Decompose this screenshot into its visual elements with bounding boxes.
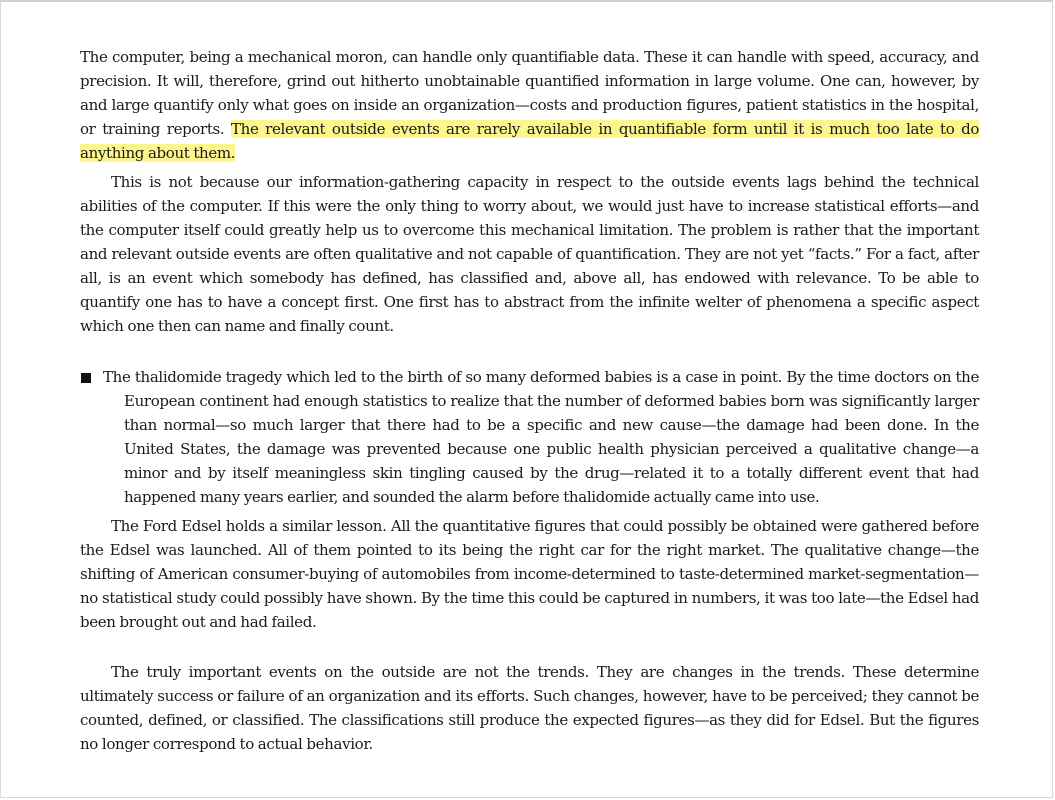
paragraph-trends: The truly important events on the outside are not the trends. They are changes in the trends. These determine ultimately success or failure of an organization and its efforts. Such changes, however, have to be perceived; they cannot be counted, defined, or classified. The classifications still produce the expected figures—as they did for Edsel. But the figures no longer correspond to actual behavior. xyxy=(80,663,979,753)
paragraph-ford-edsel: The Ford Edsel holds a similar lesson. All the quantitative figures that could possibly be obtained were gathered before the Edsel was launched. All of them pointed to its being the right car for the right market. The qualitative change—the shifting of American consumer-buying of automobiles from income-determined to taste-determined market-segmentation—no statistical study could possibly have shown. By the time this could be captured in numbers, it was too late—the Edsel had been brought out and had failed. xyxy=(80,517,979,631)
page-content xyxy=(80,45,979,756)
paragraph-computer-moron xyxy=(80,45,979,165)
square-bullet-icon xyxy=(81,373,91,383)
bullet-text: The thalidomide tragedy which led to the birth of so many deformed babies is a case in point. By the time doctors on the European continent had enough statistics to realize that the number of deformed babies born was significantly larger than normal—so much larger that there had to be a specific and new cause—the damage had been done. In the United States, the damage was prevented because one public health physician perceived a qualitative change—a minor and by itself meaningless skin tingling caused by the drug—related it to a totally different event that had happened many years earlier, and sounded the alarm before thalidomide actually came into use. xyxy=(103,368,979,506)
paragraph-text: The computer, being a mechanical moron, can handle only quantifiable data. These it can handle with speed, accuracy, and precision. It will, therefore, grind out hitherto unobtainable quantified information in large volume. One can, however, by and large quantify only what goes on inside an organization—costs and production figures, patient statistics in the hospital, or training reports. xyxy=(80,48,979,138)
paragraph-information-gathering: This is not because our information-gathering capacity in respect to the outside events lags behind the technical abilities of the computer. If this were the only thing to worry about, we would just have to increase statistical efforts—and the computer itself could greatly help us to overcome this mechanical limitation. The problem is rather that the important and relevant outside events are often qualitative and not capable of quantification. They are not yet “facts.” For a fact, after all, is an event which somebody has defined, has classified and, above all, has endowed with relevance. To be able to quantify one has to have a concept first. One first has to abstract from the infinite welter of phenomena a specific aspect which one then can name and finally count. xyxy=(80,173,979,335)
bullet-thalidomide xyxy=(80,365,979,509)
highlighted-text[interactable]: The relevant outside events are rarely available in quantifiable form until it is much too late to do anything about them. xyxy=(80,120,979,162)
